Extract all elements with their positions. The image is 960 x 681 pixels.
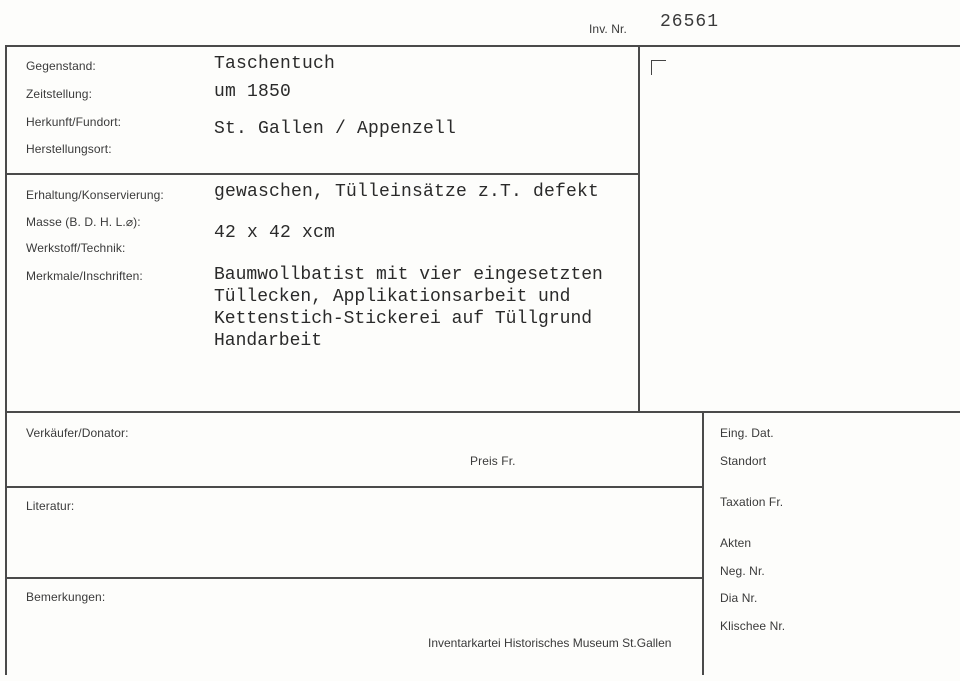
herkunft-label: Herkunft/Fundort: (26, 115, 122, 129)
erhaltung-value: gewaschen, Tülleinsätze z.T. defekt (214, 182, 600, 202)
left-rule (5, 45, 7, 675)
inv-nr-value: 26561 (660, 12, 720, 32)
literatur-label: Literatur: (26, 499, 75, 513)
inv-nr-label: Inv. Nr. (589, 22, 627, 36)
description-line: Baumwollbatist mit vier eingesetzten (214, 265, 603, 285)
verkaeufer-label: Verkäufer/Donator: (26, 426, 129, 440)
corner-bracket-icon (651, 60, 666, 75)
description-line: Tüllecken, Applikationsarbeit und (214, 287, 571, 307)
description-block (214, 264, 603, 352)
zeitstellung-value: um 1850 (214, 82, 292, 102)
literatur-rule (5, 486, 702, 488)
description-line: Kettenstich-Stickerei auf Tüllgrund (214, 309, 593, 329)
upper-column-rule (638, 45, 640, 412)
masse-label: Masse (B. D. H. L.⌀): (26, 215, 141, 229)
erhaltung-label: Erhaltung/Konservierung: (26, 188, 164, 202)
details-section-rule (5, 411, 960, 413)
lower-column-rule (702, 411, 704, 675)
neg-nr-label: Neg. Nr. (720, 564, 765, 578)
eing-dat-label: Eing. Dat. (720, 426, 774, 440)
top-rule (5, 45, 960, 47)
bemerkungen-label: Bemerkungen: (26, 590, 106, 604)
object-section-rule (5, 173, 638, 175)
taxation-label: Taxation Fr. (720, 495, 784, 509)
gegenstand-label: Gegenstand: (26, 59, 96, 73)
dia-nr-label: Dia Nr. (720, 591, 758, 605)
klischee-nr-label: Klischee Nr. (720, 619, 786, 633)
gegenstand-value: Taschentuch (214, 54, 336, 74)
akten-label: Akten (720, 536, 752, 550)
herstellungsort-label: Herstellungsort: (26, 142, 112, 156)
standort-label: Standort (720, 454, 767, 468)
description-line: Handarbeit (214, 331, 323, 351)
bemerkungen-rule (5, 577, 702, 579)
werkstoff-label: Werkstoff/Technik: (26, 241, 126, 255)
card-footer: Inventarkartei Historisches Museum St.Gallen (428, 636, 672, 650)
masse-value: 42 x 42 xcm (214, 223, 336, 243)
herkunft-value: St. Gallen / Appenzell (214, 119, 457, 139)
preis-label: Preis Fr. (470, 454, 516, 468)
merkmale-label: Merkmale/Inschriften: (26, 269, 143, 283)
zeitstellung-label: Zeitstellung: (26, 87, 92, 101)
